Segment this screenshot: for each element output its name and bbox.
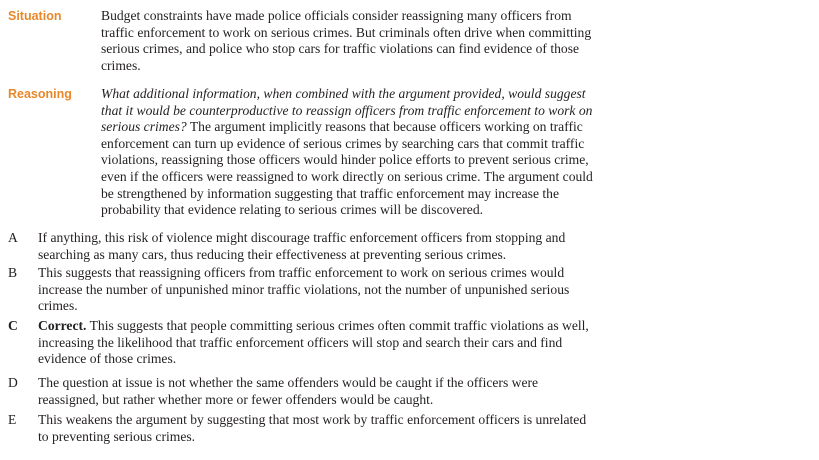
situation-text: Budget constraints have made police officials consider reassigning many officers from traffic enforcement to work on serious crimes. But criminals often drive when committing serious crimes, and police who stop cars for traffic violations can find evidence of those crimes. bbox=[101, 8, 592, 73]
reasoning-question: What additional information, when combined with the argument provided, would suggest that it would be counterproductive to reassign officers from traffic enforcement to work on serious crimes? bbox=[101, 86, 593, 135]
option-e-letter: E bbox=[8, 412, 17, 427]
option-a-text: If anything, this risk of violence might discourage traffic enforcement officers from stopping and searching as many cars, thus reducing their effectiveness at preventing serious crimes. bbox=[38, 230, 566, 262]
reasoning-text: The argument implicitly reasons that because officers working on traffic enforcement can turn up evidence of serious crimes by searching cars that commit traffic violations, reassigning those officers would hinder police efforts to prevent serious crime, even if the officers were reassigned to work directly on serious crime. The argument could be strengthened by information suggesting that traffic enforcement may increase the probability that evidence relating to serious crimes will be discovered. bbox=[101, 119, 593, 218]
option-d-letter: D bbox=[8, 375, 18, 390]
option-d-text: The question at issue is not whether the same offenders would be caught if the officers were reassigned, but rather whether more or fewer offenders would be caught. bbox=[38, 375, 539, 407]
reasoning-label: Reasoning bbox=[8, 87, 72, 101]
option-e-text: This weakens the argument by suggesting that most work by traffic enforcement officers is unrelated to preventing serious crimes. bbox=[38, 412, 587, 444]
option-c-text bbox=[38, 318, 593, 368]
option-b-letter: B bbox=[8, 265, 18, 280]
option-c-letter: C bbox=[8, 318, 18, 333]
reasoning-paragraph bbox=[101, 86, 593, 219]
option-c-body: This suggests that people committing serious crimes often commit traffic violations as well, increasing the likelihood that traffic enforcement officers will stop and search their cars and find evidence of those crimes. bbox=[38, 318, 589, 367]
option-a-letter: A bbox=[8, 230, 18, 245]
correct-label: Correct. bbox=[38, 318, 87, 333]
option-b-text: This suggests that reassigning officers from traffic enforcement to work on serious crimes would increase the number of unpunished minor traffic violations, not the number of unpunished serious crimes. bbox=[38, 265, 570, 314]
situation-label: Situation bbox=[8, 9, 62, 23]
